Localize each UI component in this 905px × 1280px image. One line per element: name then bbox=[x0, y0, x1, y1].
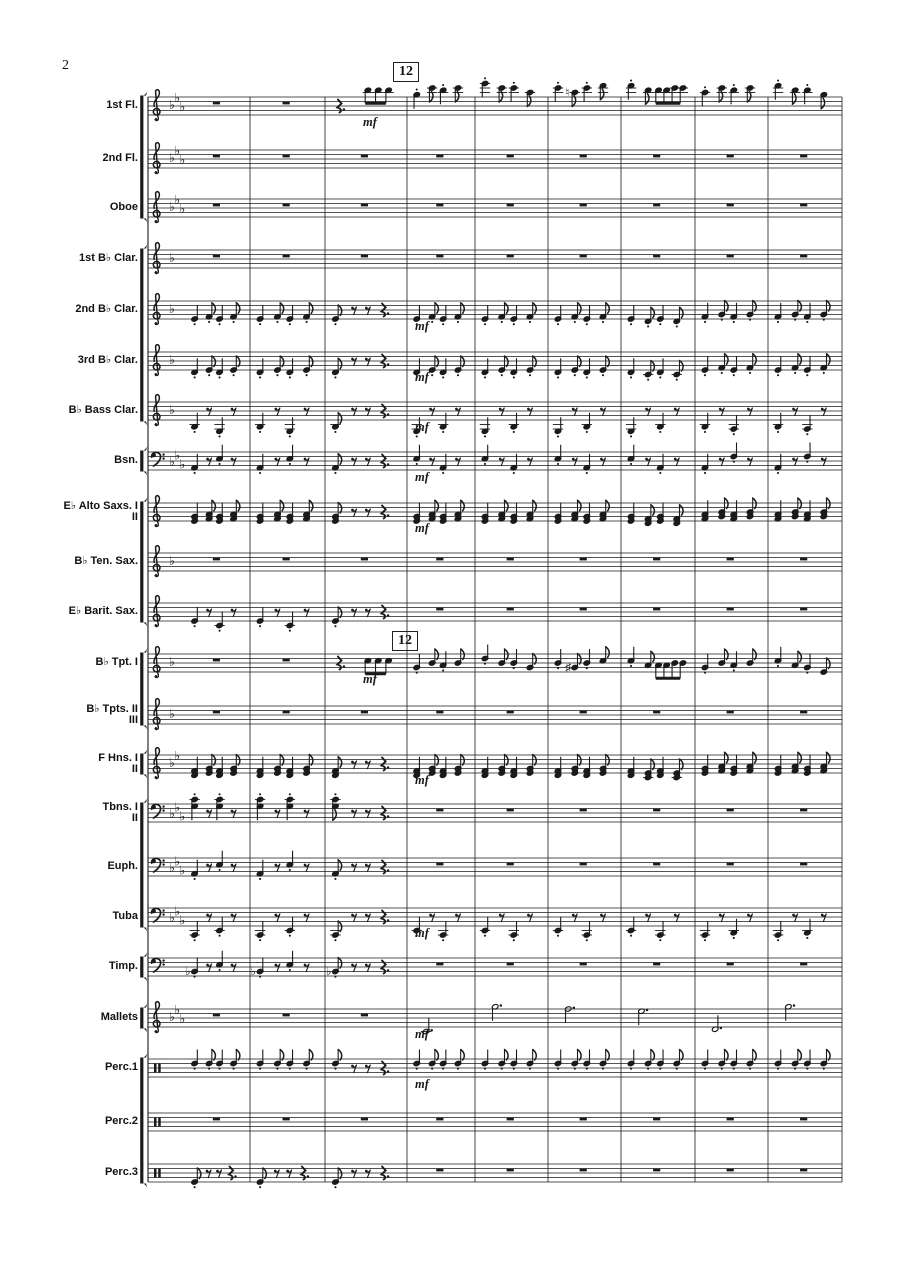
instrument-label-timp-: Timp. bbox=[108, 960, 138, 973]
dynamic-mf: mf bbox=[415, 319, 429, 333]
svg-text:♭: ♭ bbox=[169, 911, 175, 926]
svg-text:♭: ♭ bbox=[179, 1012, 186, 1027]
instrument-label-bsn-: Bsn. bbox=[114, 454, 138, 467]
svg-text:♭: ♭ bbox=[250, 966, 257, 978]
svg-text:♭: ♭ bbox=[169, 402, 175, 417]
svg-text:♭: ♭ bbox=[179, 202, 186, 217]
dynamic-mf: mf bbox=[363, 115, 377, 129]
svg-text:♭: ♭ bbox=[179, 457, 186, 472]
svg-text:♭: ♭ bbox=[325, 966, 332, 978]
svg-text:♭: ♭ bbox=[169, 301, 175, 316]
instrument-label-2nd-fl-: 2nd Fl. bbox=[102, 152, 138, 165]
svg-text:♭: ♭ bbox=[174, 448, 181, 463]
instrument-label-perc-1: Perc.1 bbox=[104, 1061, 138, 1074]
instrument-label-b-tpts-ii: B♭ Tpts. II III bbox=[86, 702, 138, 726]
dynamic-mf: mf bbox=[415, 1027, 429, 1041]
instrument-label-mallets: Mallets bbox=[100, 1011, 138, 1024]
svg-text:♭: ♭ bbox=[174, 904, 181, 919]
instrument-label-oboe: Oboe bbox=[109, 201, 138, 214]
dynamic-mf: mf bbox=[415, 1077, 429, 1091]
instrument-label-perc-2: Perc.2 bbox=[104, 1115, 138, 1128]
svg-text:♭: ♭ bbox=[169, 807, 175, 822]
svg-text:♭: ♭ bbox=[169, 199, 175, 214]
instrument-label-1st-fl-: 1st Fl. bbox=[106, 99, 138, 112]
svg-text:♯: ♯ bbox=[565, 662, 572, 674]
rehearsal-mark-trumpet: 12 bbox=[392, 631, 418, 651]
dynamic-mf: mf bbox=[363, 672, 377, 686]
instrument-label-e-alto-saxs-i: E♭ Alto Saxs. I II bbox=[63, 499, 138, 523]
svg-text:♭: ♭ bbox=[174, 749, 181, 764]
instrument-label-tuba: Tuba bbox=[112, 910, 138, 923]
svg-text:♭: ♭ bbox=[169, 553, 175, 568]
dynamic-mf: mf bbox=[415, 521, 429, 535]
dynamic-mf: mf bbox=[415, 370, 429, 384]
svg-text:♭: ♭ bbox=[179, 863, 186, 878]
svg-text:♭: ♭ bbox=[185, 966, 191, 978]
dynamic-mf: mf bbox=[415, 420, 429, 434]
svg-text:♭: ♭ bbox=[169, 250, 175, 265]
instrument-label-perc-3: Perc.3 bbox=[104, 1166, 138, 1179]
svg-text:♭: ♭ bbox=[179, 100, 186, 115]
svg-text:♭: ♭ bbox=[179, 153, 186, 168]
instrument-label-tbns-i: Tbns. I II bbox=[102, 800, 138, 824]
svg-text:♭: ♭ bbox=[169, 1009, 175, 1024]
instrument-label-b-bass-clar-: B♭ Bass Clar. bbox=[68, 404, 138, 417]
svg-text:♭: ♭ bbox=[169, 455, 175, 470]
dynamic-mf: mf bbox=[415, 926, 429, 940]
svg-text:♭: ♭ bbox=[179, 809, 186, 824]
svg-text:♭: ♭ bbox=[169, 861, 175, 876]
instrument-label-3rd-b-clar-: 3rd B♭ Clar. bbox=[77, 354, 138, 367]
instrument-label-1st-b-clar-: 1st B♭ Clar. bbox=[79, 252, 138, 265]
svg-text:♮: ♮ bbox=[565, 87, 570, 99]
svg-text:♭: ♭ bbox=[169, 150, 175, 165]
svg-text:♭: ♭ bbox=[169, 706, 175, 721]
svg-text:♭: ♭ bbox=[169, 654, 175, 669]
svg-text:♭: ♭ bbox=[174, 1003, 181, 1018]
svg-text:♭: ♭ bbox=[174, 193, 181, 208]
instrument-label-2nd-b-clar-: 2nd B♭ Clar. bbox=[75, 303, 138, 316]
svg-text:♭: ♭ bbox=[169, 97, 175, 112]
instrument-label-euph-: Euph. bbox=[107, 860, 138, 873]
instrument-label-f-hns-i: F Hns. I II bbox=[98, 751, 138, 775]
rehearsal-mark-top: 12 bbox=[393, 62, 419, 82]
svg-text:♭: ♭ bbox=[174, 91, 181, 106]
svg-text:♭: ♭ bbox=[174, 144, 181, 159]
svg-text:♭: ♭ bbox=[179, 913, 186, 928]
instrument-label-b-ten-sax-: B♭ Ten. Sax. bbox=[74, 555, 138, 568]
svg-text:♭: ♭ bbox=[174, 800, 181, 815]
dynamic-mf: mf bbox=[415, 773, 429, 787]
dynamic-mf: mf bbox=[415, 470, 429, 484]
svg-text:♭: ♭ bbox=[174, 854, 181, 869]
instrument-label-e-barit-sax-: E♭ Barit. Sax. bbox=[68, 605, 138, 618]
svg-text:♭: ♭ bbox=[169, 755, 175, 770]
instrument-label-b-tpt-i: B♭ Tpt. I bbox=[95, 656, 138, 669]
svg-text:♭: ♭ bbox=[169, 352, 175, 367]
page-number: 2 bbox=[62, 58, 69, 73]
